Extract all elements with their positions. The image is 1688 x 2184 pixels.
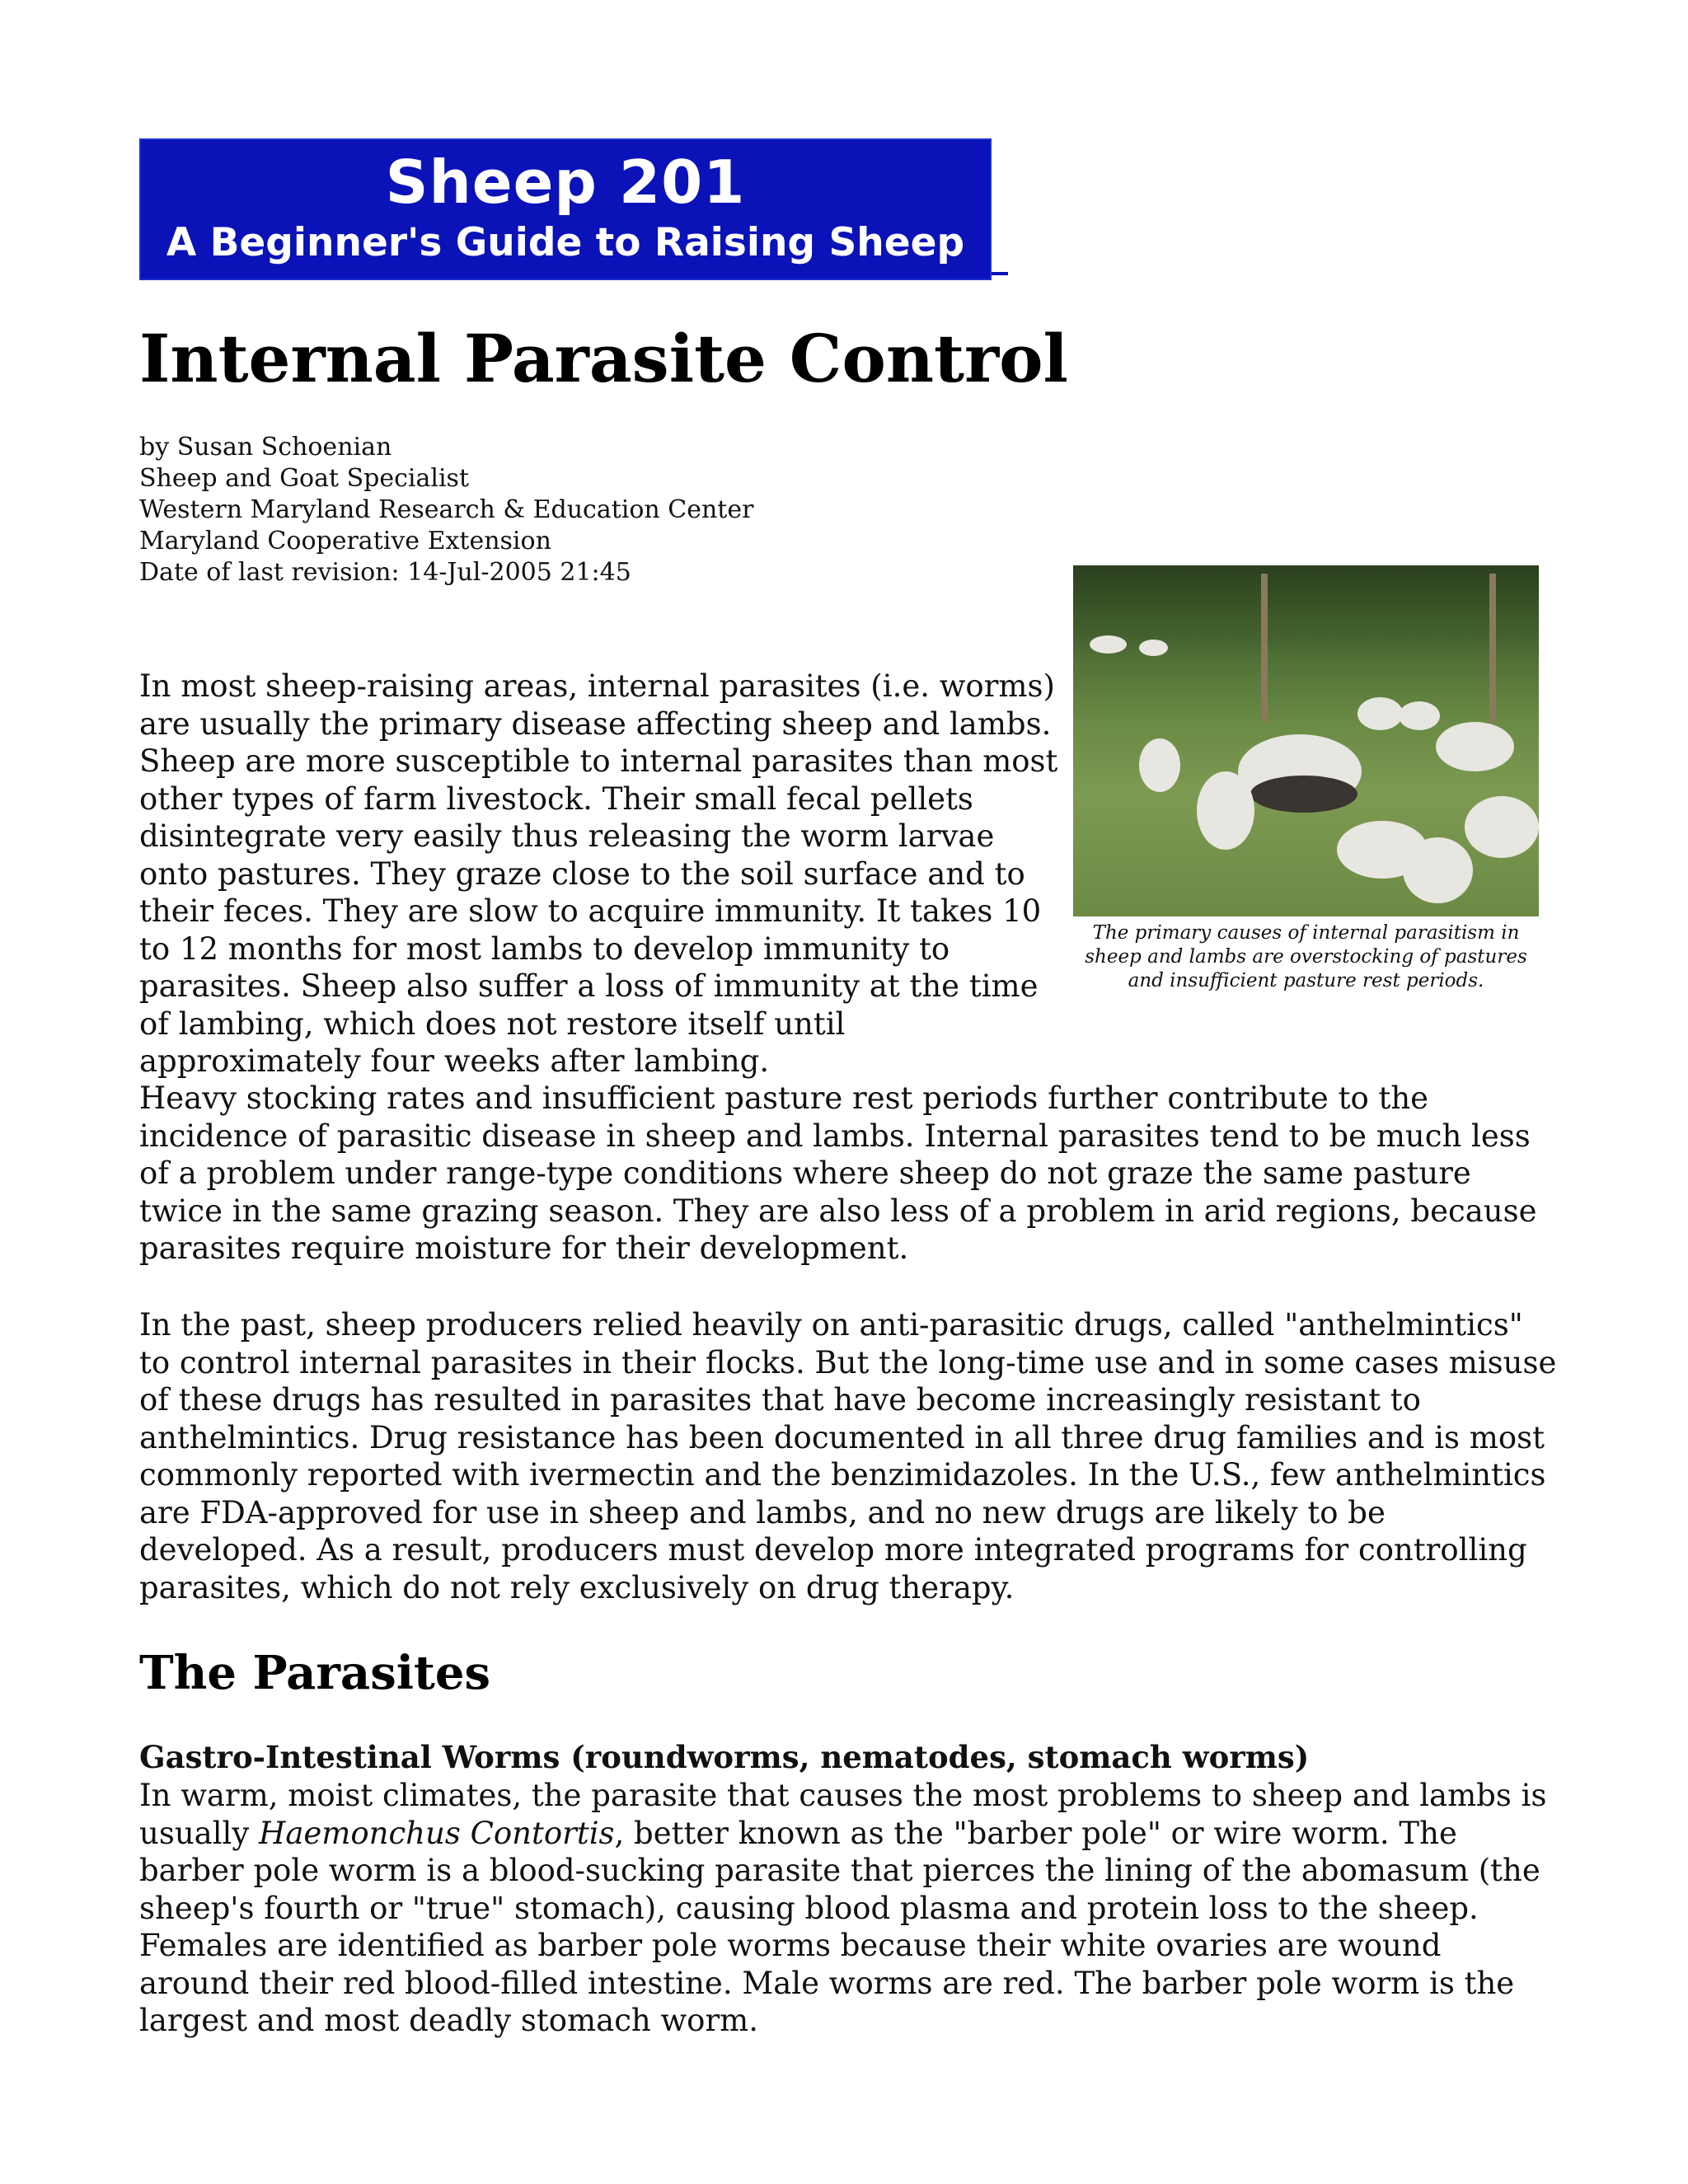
sheep-shape bbox=[1090, 635, 1127, 654]
anthelmintics-paragraph: In the past, sheep producers relied heavily on anti-parasitic drugs, called "anthelmintics" to control internal parasites in their flocks. But the long-time use and in some cases misuse of these drugs has resulted in parasites that have become increasingly resistant to anthelmintics. Drug resistance has been documented in all three drug families and is most commonly reported with ivermectin and the benzimidazoles. In the U.S., few anthelmintics are FDA-approved for use in sheep and lambs, and no new drugs are likely to be developed. As a result, producers must develop more integrated programs for controlling parasites, which do not rely exclusively on drug therapy. bbox=[139, 1307, 1557, 1605]
banner-title: Sheep 201 bbox=[385, 148, 746, 217]
sheep-grazing-photo bbox=[1073, 565, 1539, 916]
byline-author: by Susan Schoenian bbox=[139, 433, 392, 462]
sheep-shape bbox=[1357, 697, 1403, 730]
byline-revision-date: Date of last revision: 14-Jul-2005 21:45 bbox=[139, 558, 631, 587]
page-title: Internal Parasite Control bbox=[139, 320, 1068, 397]
fence-post bbox=[1489, 574, 1496, 722]
fence-post bbox=[1261, 574, 1268, 722]
p4-text-end: , better known as the "barber pole" or wire worm. The barber pole worm is a blood-sucking parasite that pierces the lining of the abomasum (the sheep's fourth or "true" stomach), causing blood plasma and protein loss to the sheep. Females are identified as barber pole worms because their white ovaries are wound around their red blood-filled intestine. Male worms are red. The barber pole worm is the largest and most deadly stomach worm. bbox=[139, 1815, 1540, 2038]
stocking-paragraph: Heavy stocking rates and insufficient pasture rest periods further contribute to the incidence of parasitic disease in sheep and lambs. Internal parasites tend to be much less of a problem under range-type conditions where sheep do not graze the same pasture twice in the same grazing season. They are also less of a problem in arid regions, because parasites require moisture for their development. bbox=[139, 1080, 1537, 1266]
sheep-201-banner[interactable] bbox=[139, 138, 992, 280]
p4-text-start: In warm, moist climates, the parasite that causes the most problems to sheep and lambs is usually bbox=[139, 1778, 1547, 1851]
byline-center: Western Maryland Research & Education Center bbox=[139, 495, 754, 524]
author-byline bbox=[139, 432, 753, 588]
sheep-shape bbox=[1399, 701, 1440, 730]
intro-paragraph: In most sheep-raising areas, internal parasites (i.e. worms) are usually the primary disease affecting sheep and lambs. Sheep are more susceptible to internal parasites than most other types of farm livestock. Their small fecal pellets disintegrate very easily thus releasing the worm larvae onto pastures. They graze close to the soil surface and to their feces. They are slow to acquire immunity. It takes 10 to 12 months for most lambs to develop immunity to parasites. Sheep also suffer a loss of immunity at the time of lambing, which does not restore itself until approximately four weeks after lambing. bbox=[139, 668, 1058, 1079]
sheep-shape bbox=[1465, 796, 1539, 858]
sheep-shape bbox=[1197, 771, 1254, 850]
subheading-gastro-intestinal-worms: Gastro-Intestinal Worms (roundworms, nematodes, stomach worms) bbox=[139, 1739, 1310, 1775]
sheep-shape bbox=[1139, 738, 1180, 792]
sheep-shape bbox=[1436, 722, 1514, 771]
sheep-shape bbox=[1139, 640, 1168, 656]
figure-caption: The primary causes of internal parasitism in sheep and lambs are overstocking of pastures and insufficient pasture rest periods. bbox=[1085, 922, 1527, 991]
sheep-pasture-figure bbox=[1073, 565, 1539, 993]
barber-pole-paragraph bbox=[139, 1777, 1557, 2040]
banner-subtitle: A Beginner's Guide to Raising Sheep bbox=[166, 220, 965, 265]
section-heading-parasites: The Parasites bbox=[139, 1646, 491, 1700]
byline-role: Sheep and Goat Specialist bbox=[139, 464, 470, 493]
sheep-shape bbox=[1403, 837, 1473, 903]
species-name: Haemonchus Contortis bbox=[259, 1815, 615, 1851]
sheep-shape bbox=[1250, 776, 1357, 813]
byline-organization: Maryland Cooperative Extension bbox=[139, 527, 551, 555]
banner-link-underline[interactable] bbox=[992, 272, 1008, 275]
